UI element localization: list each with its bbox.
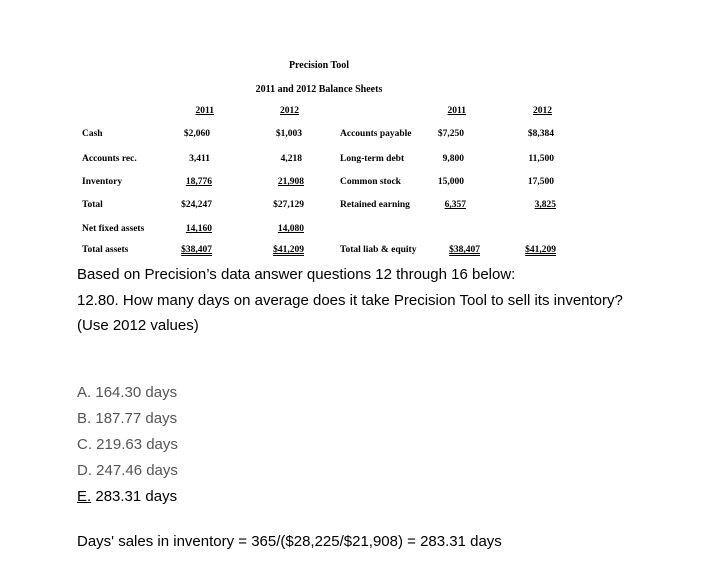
liability-value-2012: 11,500: [528, 154, 554, 164]
asset-year-2012-header: 2012: [280, 106, 299, 116]
asset-value-2012: $1,003: [275, 129, 302, 139]
choice-c[interactable]: [77, 436, 178, 453]
choice-e[interactable]: [77, 488, 177, 505]
asset-value-2012: $41,209: [273, 245, 304, 255]
question-text: 12.80. How many days on average does it take Precision Tool to sell its inventory?: [77, 292, 623, 309]
choice-text: 283.31 days: [95, 488, 178, 505]
liability-value-2011: 15,000: [437, 177, 464, 187]
liability-value-2012: 17,500: [527, 177, 554, 187]
asset-label: Total assets: [82, 245, 129, 255]
choice-d[interactable]: [77, 462, 178, 479]
liability-label: Accounts payable: [340, 129, 412, 139]
choice-a[interactable]: [77, 384, 177, 401]
asset-label: Net fixed assets: [82, 224, 145, 234]
liability-value-2011: 6,357: [444, 200, 466, 210]
answer-explanation: Days' sales in inventory = 365/($28,225/$21,908) = 283.31 days: [77, 533, 502, 550]
choice-text: 187.77 days: [95, 410, 178, 427]
liability-label: Long-term debt: [340, 154, 405, 164]
liability-value-2012: $41,209: [525, 245, 556, 255]
liability-value-2011: 9,800: [442, 154, 464, 164]
asset-year-2011-header: 2011: [195, 106, 214, 116]
question-intro: Based on Precision’s data answer questions 12 through 16 below:: [77, 266, 516, 283]
table-title: Precision Tool: [288, 60, 350, 71]
liab-year-2012-header: 2012: [533, 106, 552, 116]
asset-value-2012: $27,129: [273, 200, 304, 210]
choice-letter: C.: [77, 436, 92, 453]
table-subtitle: 2011 and 2012 Balance Sheets: [255, 84, 383, 95]
liability-label: Retained earning: [340, 200, 410, 210]
liability-value-2012: 3,825: [534, 200, 556, 210]
asset-value-2012: 4,218: [280, 154, 302, 164]
asset-value-2011: $38,407: [181, 245, 212, 255]
asset-value-2011: 3,411: [189, 154, 210, 164]
asset-value-2011: 14,160: [185, 224, 212, 234]
asset-label: Inventory: [82, 177, 123, 187]
asset-value-2012: 14,080: [277, 224, 304, 234]
asset-value-2011: $2,060: [183, 129, 210, 139]
question-note: (Use 2012 values): [77, 317, 199, 334]
asset-value-2011: $24,247: [181, 200, 212, 210]
liability-label: Common stock: [340, 177, 401, 187]
choice-letter: E.: [77, 488, 92, 505]
asset-label: Cash: [82, 129, 103, 139]
liab-year-2011-header: 2011: [447, 106, 466, 116]
asset-value-2012: 21,908: [277, 177, 304, 187]
asset-value-2011: 18,776: [185, 177, 212, 187]
liability-label: Total liab & equity: [340, 245, 417, 255]
choice-b[interactable]: [77, 410, 177, 427]
liability-value-2011: $7,250: [437, 129, 464, 139]
choice-letter: B.: [77, 410, 92, 427]
asset-label: Accounts rec.: [82, 154, 137, 164]
choice-text: 219.63 days: [96, 436, 178, 453]
choice-text: 247.46 days: [96, 462, 178, 479]
asset-label: Total: [82, 200, 103, 210]
liability-value-2011: $38,407: [449, 245, 480, 255]
liability-value-2012: $8,384: [527, 129, 554, 139]
choice-letter: A.: [77, 384, 92, 401]
choice-letter: D.: [77, 462, 92, 479]
choice-text: 164.30 days: [95, 384, 178, 401]
